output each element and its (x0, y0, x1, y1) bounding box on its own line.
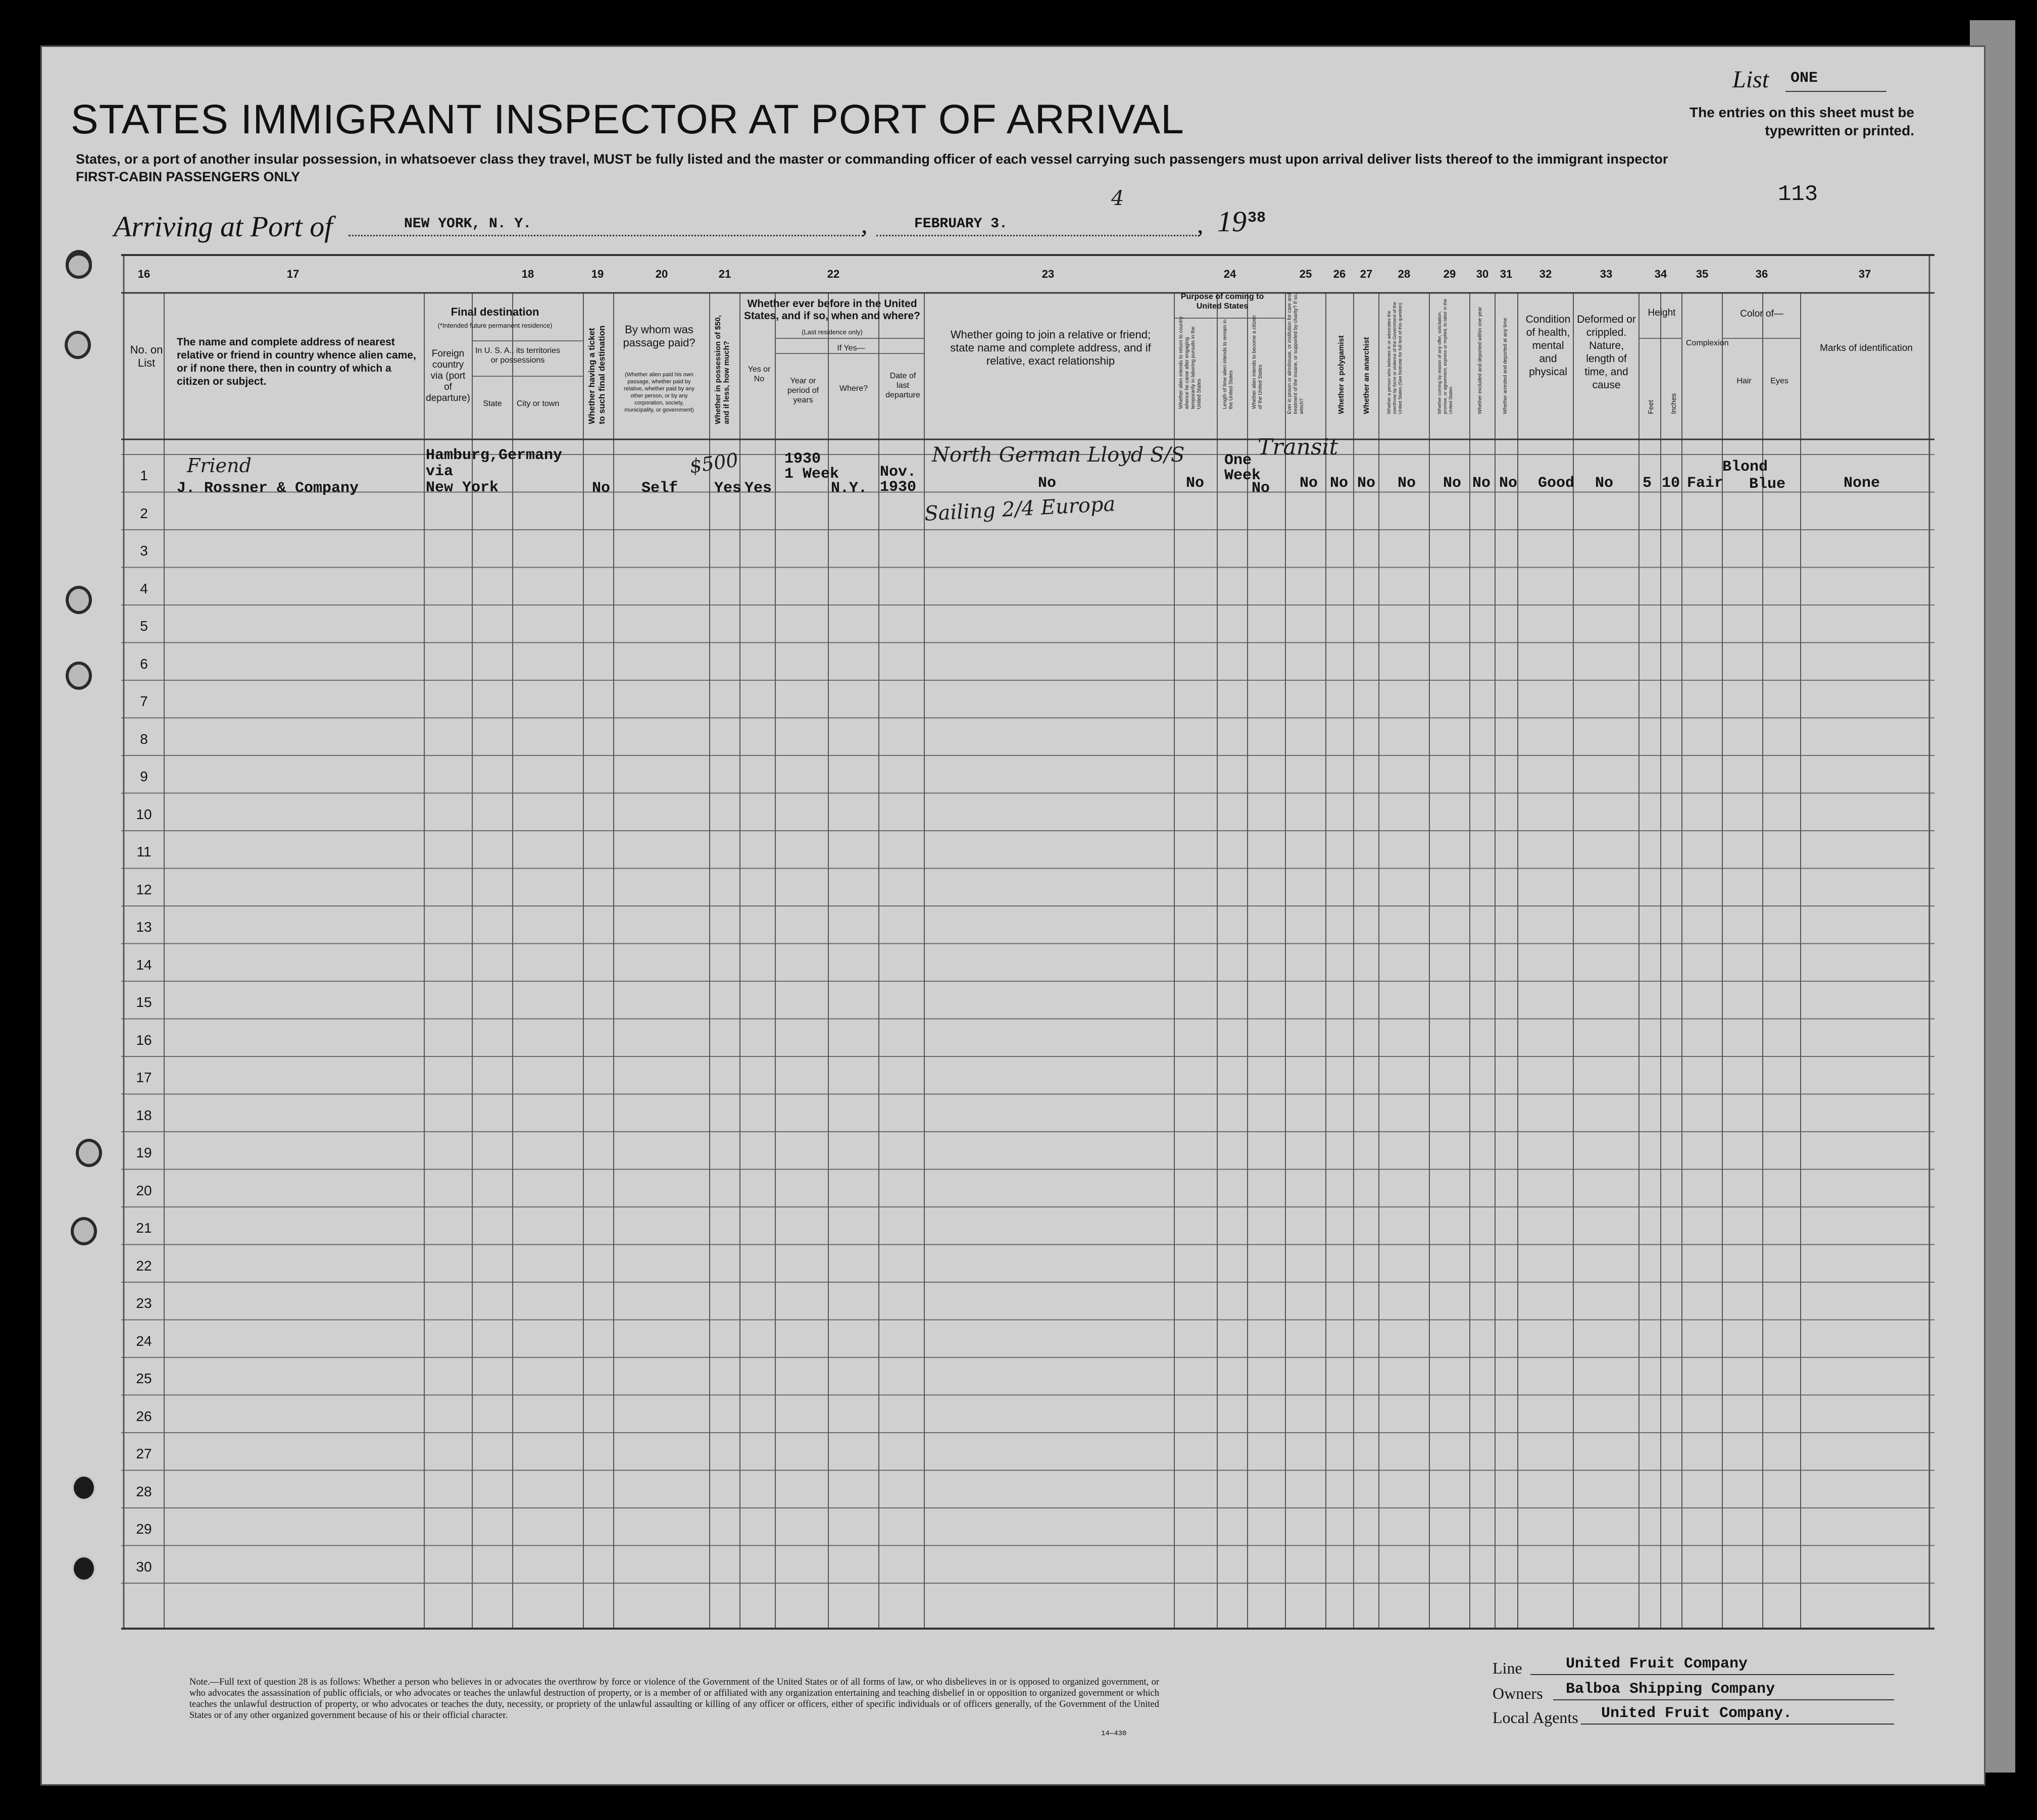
header-anarchist: Whether an anarchist (1362, 337, 1371, 414)
owners-underline (1553, 1699, 1894, 1700)
entry-sailing-handwritten: Sailing 2/4 Europa (924, 492, 1116, 526)
line-value: United Fruit Company (1566, 1655, 1748, 1673)
comma-mark: , (861, 210, 868, 238)
row-number: 28 (136, 1483, 152, 1499)
row-number: 27 (136, 1446, 152, 1461)
column-number: 32 (1539, 268, 1552, 280)
header-fifty-dollars: Whether in possession of $50, and if less, how much? (714, 315, 731, 424)
entry-last-departure-2: 1930 (880, 479, 917, 496)
header-nearest-relative: The name and complete address of nearest relative or friend in country whence alien came, or if none there, then in country of which a citizen or subject. (177, 336, 416, 387)
header-passage-paid-note: (Whether alien paid his own passage, whether paid by relative, whether paid by any other person, or by any corporation, society, municipality, or government) (623, 372, 695, 413)
header-hair: Hair (1736, 377, 1752, 385)
header-in-usa: In U. S. A., its territories or possessions (475, 346, 561, 365)
column-number: 20 (655, 268, 668, 280)
entry-polygamist: No (1330, 475, 1349, 492)
column-number: 19 (591, 268, 604, 280)
row-number: 1 (140, 468, 148, 483)
entry-eyes: Blue (1749, 476, 1786, 493)
row-number: 25 (136, 1371, 152, 1386)
header-complexion: Complexion (1686, 339, 1729, 347)
arrival-date: FEBRUARY 3. (914, 216, 1008, 232)
header-where: Where? (839, 384, 868, 393)
header-if-yes: If Yes— (837, 344, 865, 352)
column-number: 24 (1223, 268, 1236, 280)
entry-year-1: 1930 (784, 450, 821, 468)
entry-money-handwritten: $500 (688, 448, 740, 478)
header-ever-before-us: Whether ever before in the United States, and if so, when and where? (744, 298, 920, 322)
row-number: 15 (136, 994, 152, 1010)
column-number: 28 (1398, 268, 1411, 280)
row-number: 24 (136, 1333, 152, 1349)
entry-deformed: No (1595, 475, 1614, 492)
row-number: 5 (140, 618, 148, 634)
header-polygamist: Whether a polygamist (1337, 335, 1346, 414)
entry-length-stay-2: Week (1224, 467, 1261, 484)
header-last-residence: (Last residence only) (802, 328, 863, 336)
column-number: 29 (1443, 268, 1456, 280)
entry-destination-via: via (426, 463, 454, 480)
column-number: 37 (1858, 268, 1871, 280)
line-underline (1530, 1674, 1894, 1675)
owners-label: Owners (1493, 1684, 1543, 1702)
column-number: 27 (1360, 268, 1373, 280)
row-number: 4 (140, 580, 148, 596)
row-number: 20 (136, 1182, 152, 1198)
header-last-departure: Date of last departure (885, 372, 920, 399)
entry-height-inches: 10 (1662, 475, 1680, 492)
header-excluded-deported: Whether excluded and deported within one year (1477, 307, 1483, 414)
column-number: 23 (1041, 268, 1055, 280)
column-number: 33 (1600, 268, 1613, 280)
entry-prison: No (1300, 475, 1318, 492)
date-correction: 4 (1111, 187, 1124, 210)
column-number: 36 (1755, 268, 1768, 280)
row-number: 13 (136, 919, 152, 935)
entry-health: Good (1538, 475, 1575, 492)
form-title: STATES IMMIGRANT INSPECTOR AT PORT OF ARRIVAL (71, 96, 1184, 142)
row-number: 7 (140, 693, 148, 709)
form-subtitle: States, or a port of another insular possession, in whatsoever class they travel, MUST be fully listed and the master or commanding officer of each vessel carrying such passengers must upon arrival deliver lists thereof to the immigrant inspector (76, 151, 1668, 167)
row-number: 19 (136, 1145, 152, 1160)
footnote-question-28: Note.—Full text of question 28 is as follows: Whether a person who believes in or advocates the overthrow by force or violence of the Government of the United States or of all forms of law, or who disbelieves in or is opposed to organized government, or who advocates the assassination of public officials, or who advocates or teaches the unlawful destruction of property, or is a member of or affiliated with any organization entertaining and teaching disbelief in or opposition to organized government or which teaches the unlawful destruction of property, or who advocates or teaches the duty, necessity, or propriety of the unlawful assaulting or killing of any officer or officers, either of specific individuals or of officers generally, of the Government of the United States or of any other organized government because of his or their official character. (189, 1677, 1159, 1721)
row-number: 21 (136, 1220, 152, 1236)
header-intends-citizen: Whether alien intends to become a citizen of the United States (1252, 315, 1263, 409)
list-label: List (1732, 66, 1769, 93)
header-final-destination-note: (*Intended future permanent residence) (437, 322, 553, 329)
entry-offer-labor: No (1443, 475, 1462, 492)
header-offer-labor: Whether coming by reason of any offer, solicitation, promise, or agreement, express or implied, to labor in the United States (1437, 298, 1453, 414)
column-number: 16 (137, 268, 151, 280)
header-foreign-country: Foreign country via (port of departure) (426, 348, 470, 403)
column-number: 21 (718, 268, 731, 280)
header-feet: Feet (1647, 399, 1655, 414)
entry-nearest-relative: J. Rossner & Company (177, 480, 359, 497)
comma-mark: , (1197, 210, 1204, 238)
entry-where: N.Y. (831, 480, 868, 497)
agents-value: United Fruit Company. (1601, 1705, 1793, 1722)
header-state: State (483, 399, 502, 408)
row-number: 9 (140, 769, 148, 784)
row-number: 30 (136, 1558, 152, 1575)
entry-overthrow: No (1398, 475, 1416, 492)
line-label: Line (1493, 1659, 1522, 1677)
list-value: ONE (1791, 70, 1818, 87)
header-arrested-deported: Whether arrested and deported at any time (1503, 318, 1508, 414)
column-number: 25 (1299, 268, 1312, 280)
entry-intends-return: No (1186, 475, 1205, 492)
entry-height-feet: 5 (1643, 475, 1652, 492)
entry-join-relative: No (1038, 475, 1057, 492)
header-overthrow: Whether a person who believes in or advocates the overthrow by force or violence of the Government of the United States (See footnote for full text of this question) (1386, 301, 1403, 414)
agents-underline (1581, 1724, 1894, 1725)
row-number: 18 (136, 1107, 152, 1123)
row-number: 8 (140, 731, 148, 747)
entry-length-stay-1: One (1224, 452, 1252, 469)
entry-year-2: 1 Week (784, 466, 839, 483)
arriving-label: Arriving at Port of (114, 210, 333, 243)
entry-destination-country: Hamburg,Germany (426, 447, 563, 464)
entry-last-departure-1: Nov. (880, 464, 917, 481)
entry-fifty-dollars: Yes (714, 480, 742, 497)
column-number: 17 (286, 268, 300, 280)
header-color-of: Color of— (1740, 309, 1783, 319)
header-final-destination: Final destination (451, 306, 539, 318)
header-inches: Inches (1669, 393, 1677, 414)
row-number: 12 (136, 881, 152, 897)
owners-value: Balboa Shipping Company (1566, 1681, 1775, 1698)
relation-handwritten: Friend (187, 454, 252, 477)
header-condition-health: Condition of health, mental and physical (1525, 314, 1571, 378)
column-number: 34 (1654, 268, 1667, 280)
header-eyes: Eyes (1770, 377, 1788, 385)
header-year-period: Year or period of years (787, 377, 819, 405)
header-marks-identification: Marks of identification (1820, 343, 1913, 353)
row-number: 23 (136, 1295, 152, 1311)
entry-passage-paid: Self (641, 480, 678, 497)
entry-ship-handwritten: North German Lloyd S/S (932, 443, 1185, 467)
entry-complexion: Fair (1687, 475, 1724, 492)
column-number: 35 (1696, 268, 1709, 280)
header-city: City or town (516, 399, 560, 408)
header-no-on-list: No. on List (130, 343, 163, 369)
entry-hair: Blond (1722, 459, 1768, 476)
row-number: 14 (136, 956, 152, 973)
column-number: 22 (827, 268, 840, 280)
entry-ticket: No (592, 480, 611, 497)
entry-marks: None (1844, 475, 1880, 492)
row-number: 11 (136, 844, 152, 860)
header-deformed: Deformed or crippled. Nature, length of time, and cause (1577, 314, 1636, 391)
header-passage-paid: By whom was passage paid? (623, 323, 695, 349)
header-join-relative: Whether going to join a relative or friend; state name and complete address, and if relative, exact relationship (950, 328, 1151, 367)
header-prison-almshouse: Ever in prison or almshouse, or institution for care and treatment of the insane, or supported by charity? If so, which? (1287, 293, 1305, 414)
row-number: 29 (136, 1521, 152, 1537)
row-number: 2 (140, 505, 148, 521)
entry-destination-port: New York (426, 479, 499, 496)
row-number: 17 (136, 1070, 152, 1085)
row-number: 3 (140, 543, 148, 559)
entry-excluded: No (1472, 475, 1491, 492)
header-height: Height (1648, 308, 1676, 318)
column-number: 30 (1476, 268, 1489, 280)
entry-ever-before: Yes (744, 480, 772, 497)
arrival-port: NEW YORK, N. Y. (404, 216, 532, 232)
column-number: 26 (1333, 268, 1346, 280)
entry-transit-handwritten: Transit (1258, 434, 1338, 460)
passenger-class: FIRST-CABIN PASSENGERS ONLY (76, 169, 301, 184)
sheet-number: 113 (1778, 182, 1818, 207)
header-intends-return: Whether alien intends to return to country whence he came after engaging temporarily in laboring pursuits in the United States (1178, 316, 1202, 409)
row-number: 26 (136, 1408, 152, 1424)
entry-arrested: No (1499, 475, 1518, 492)
column-number: 31 (1500, 268, 1513, 280)
year-prefix: 19 (1217, 205, 1247, 238)
agents-label: Local Agents (1493, 1708, 1578, 1727)
entry-intends-citizen: No (1252, 480, 1270, 497)
typewritten-instruction: The entries on this sheet must be typewritten or printed. (1690, 105, 1914, 138)
entry-anarchist: No (1357, 475, 1376, 492)
row-number: 6 (140, 655, 148, 672)
header-ticket: Whether having a ticket to such final destination (587, 325, 607, 424)
row-number: 16 (136, 1032, 152, 1048)
header-yes-or-no: Yes or No (748, 365, 771, 383)
year-suffix: 38 (1248, 210, 1266, 227)
row-number: 10 (136, 806, 152, 822)
column-number: 18 (521, 268, 534, 280)
form-code: 14—430 (1101, 1730, 1127, 1738)
row-number: 22 (136, 1257, 152, 1274)
header-purpose: Purpose of coming to United States (1180, 292, 1264, 311)
header-length-of-stay: Length of time alien intends to remain in the United States (1222, 319, 1234, 409)
